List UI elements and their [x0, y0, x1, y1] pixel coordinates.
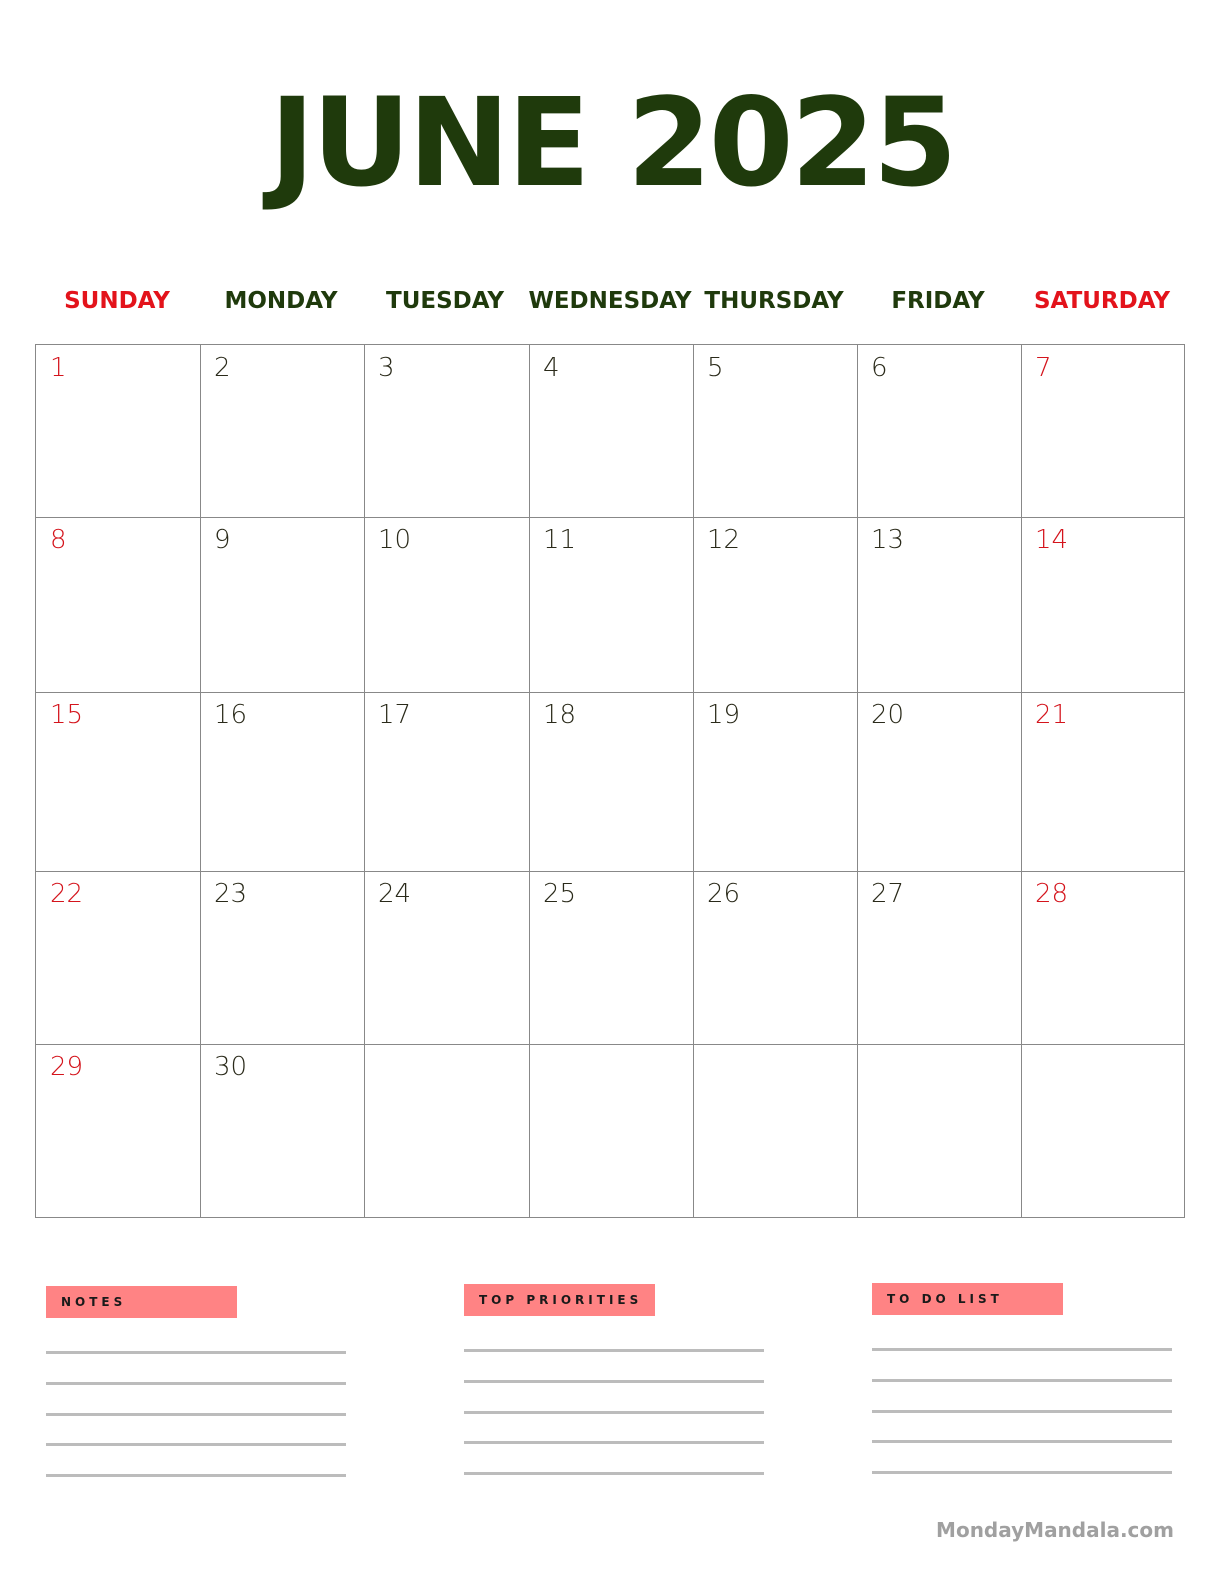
writing-line — [464, 1441, 764, 1444]
top-priorities-label: TOP PRIORITIES — [464, 1284, 655, 1316]
grid-divider — [200, 345, 201, 1217]
writing-line — [872, 1379, 1172, 1382]
day-number: 26 — [707, 879, 741, 909]
day-number: 28 — [1035, 879, 1069, 909]
day-number: 21 — [1035, 700, 1069, 730]
weekday-header-friday: FRIDAY — [891, 288, 985, 314]
writing-line — [464, 1411, 764, 1414]
day-number: 27 — [871, 879, 905, 909]
day-number: 12 — [707, 525, 741, 555]
writing-line — [872, 1348, 1172, 1351]
writing-line — [872, 1440, 1172, 1443]
day-number: 24 — [378, 879, 412, 909]
writing-line — [46, 1443, 346, 1446]
writing-line — [46, 1413, 346, 1416]
day-number: 1 — [50, 353, 67, 383]
grid-divider — [36, 517, 1184, 518]
weekday-header-thursday: THURSDAY — [704, 288, 844, 314]
writing-line — [46, 1474, 346, 1477]
writing-line — [46, 1351, 346, 1354]
day-number: 23 — [214, 879, 248, 909]
day-number: 11 — [543, 525, 577, 555]
writing-line — [872, 1471, 1172, 1474]
day-number: 19 — [707, 700, 741, 730]
day-number: 5 — [707, 353, 724, 383]
grid-divider — [693, 345, 694, 1217]
day-number: 30 — [214, 1052, 248, 1082]
notes-label: NOTES — [46, 1286, 237, 1318]
day-number: 18 — [543, 700, 577, 730]
weekday-header-tuesday: TUESDAY — [386, 288, 504, 314]
day-number: 22 — [50, 879, 84, 909]
weekday-header-sunday: SUNDAY — [64, 288, 170, 314]
day-number: 8 — [50, 525, 67, 555]
day-number: 25 — [543, 879, 577, 909]
weekday-header-wednesday: WEDNESDAY — [528, 288, 692, 314]
writing-line — [464, 1472, 764, 1475]
day-number: 4 — [543, 353, 560, 383]
day-number: 7 — [1035, 353, 1052, 383]
day-number: 10 — [378, 525, 412, 555]
grid-divider — [364, 345, 365, 1217]
day-number: 3 — [378, 353, 395, 383]
day-number: 9 — [214, 525, 231, 555]
day-number: 16 — [214, 700, 248, 730]
grid-divider — [857, 345, 858, 1217]
grid-divider — [36, 1044, 1184, 1045]
day-number: 15 — [50, 700, 84, 730]
day-number: 13 — [871, 525, 905, 555]
footer-brand: MondayMandala.com — [936, 1518, 1174, 1542]
day-number: 20 — [871, 700, 905, 730]
grid-divider — [1021, 345, 1022, 1217]
calendar-grid — [35, 344, 1185, 1218]
writing-line — [872, 1410, 1172, 1413]
day-number: 14 — [1035, 525, 1069, 555]
day-number: 6 — [871, 353, 888, 383]
grid-divider — [36, 692, 1184, 693]
grid-divider — [529, 345, 530, 1217]
day-number: 2 — [214, 353, 231, 383]
grid-divider — [36, 871, 1184, 872]
writing-line — [464, 1349, 764, 1352]
writing-line — [46, 1382, 346, 1385]
day-number: 17 — [378, 700, 412, 730]
weekday-header-monday: MONDAY — [224, 288, 338, 314]
day-number: 29 — [50, 1052, 84, 1082]
writing-line — [464, 1380, 764, 1383]
weekday-header-saturday: SATURDAY — [1033, 288, 1170, 314]
todo-list-label: TO DO LIST — [872, 1283, 1063, 1315]
page-title: JUNE 2025 — [269, 72, 955, 214]
